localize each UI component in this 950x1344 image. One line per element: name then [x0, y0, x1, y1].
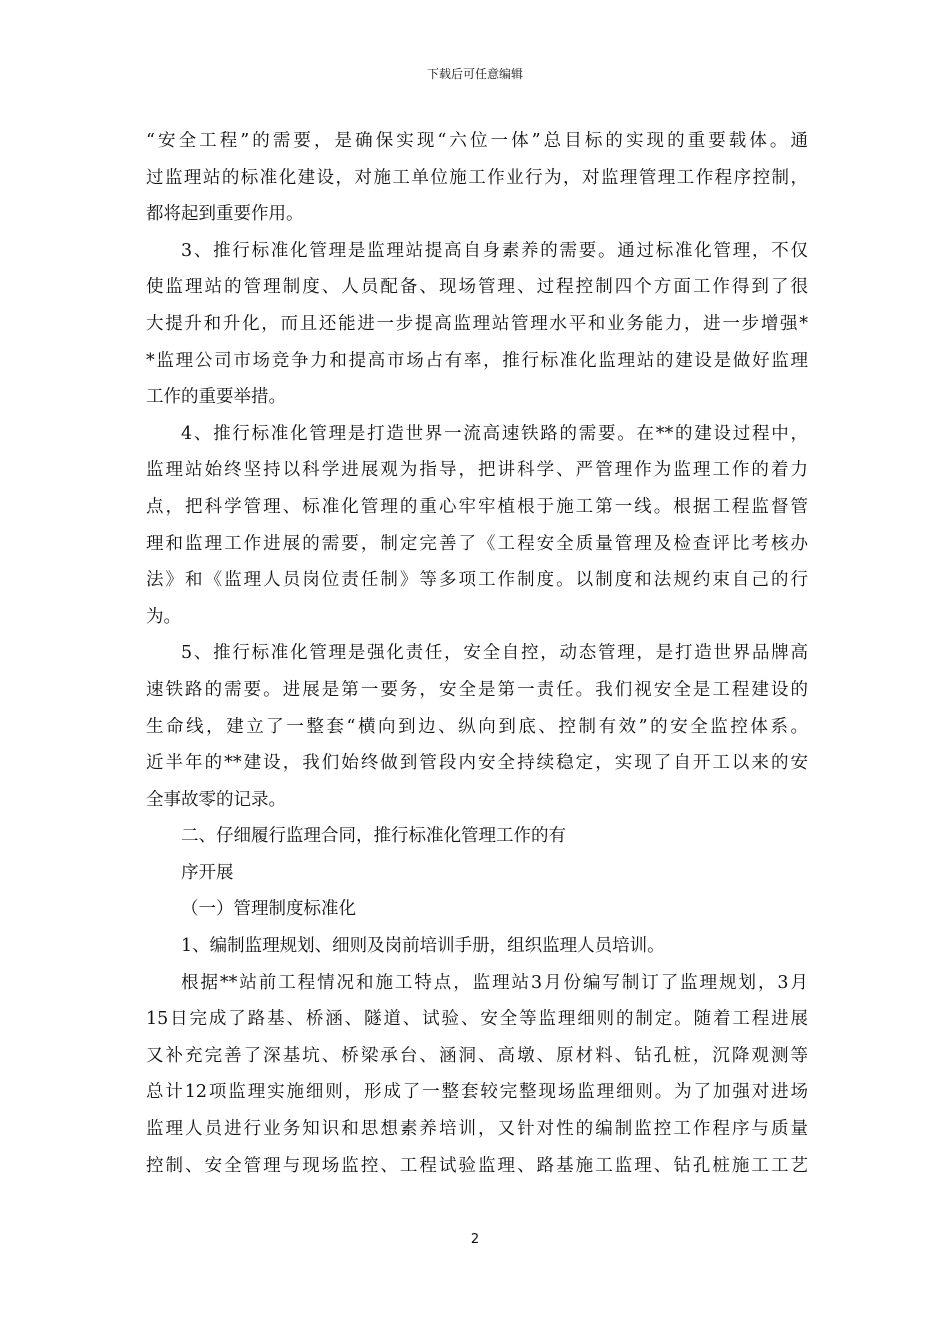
text-line: 又补充完善了深基坑、桥梁承台、涵洞、高墩、原材料、钻孔桩，沉降观测等	[146, 1045, 808, 1066]
text-line: 监理站始终坚持以科学进展观为指导，把讲科学、严管理作为监理工作的着力	[146, 460, 808, 481]
text-line: 全事故零的记录。	[146, 789, 286, 810]
text-line: 4、推行标准化管理是打造世界一流高速铁路的需要。在**的建设过程中，	[181, 423, 808, 444]
text-line: 序开展	[181, 862, 234, 883]
subsection-heading	[146, 891, 808, 928]
text-line: 为。	[146, 606, 181, 627]
text-line: 大提升和升化，而且还能进一步提高监理站管理水平和业务能力，进一步增强*	[146, 313, 808, 334]
page-header: 下载后可任意编辑	[426, 67, 523, 81]
text-line: *监理公司市场竞争力和提高市场占有率，推行标准化监理站的建设是做好监理	[146, 350, 808, 371]
text-line: 工作的重要举措。	[146, 387, 286, 408]
text-line: “安全工程”的需要，是确保实现“六位一体”总目标的实现的重要载体。通	[146, 131, 808, 151]
text-line: 15日完成了路基、桥涵、隧道、试验、安全等监理细则的制定。随着工程进展	[146, 1009, 808, 1030]
text-line: 生命线，建立了一整套“横向到边、纵向到底、控制有效”的安全监控体系。	[146, 716, 808, 737]
text-line: 二、仔细履行监理合同，推行标准化管理工作的有	[181, 826, 566, 847]
text-line: 近半年的**建设，我们始终做到管段内安全持续稳定，实现了自开工以来的安	[146, 753, 808, 774]
paragraph-4	[146, 416, 808, 636]
text-line: 监理人员进行业务知识和思想素养培训，又针对性的编制监控工作程序与质量	[146, 1119, 808, 1140]
text-line: 过监理站的标准化建设，对施工单位施工作业行为，对监理管理工作程序控制，	[146, 167, 808, 188]
text-line: 控制、安全管理与现场监控、工程试验监理、路基施工监理、钻孔桩施工工艺	[146, 1155, 808, 1176]
text-line: 理和监理工作进展的需要，制定完善了《工程安全质量管理及检查评比考核办	[146, 533, 808, 554]
text-line: 总计12项监理实施细则，形成了一整套较完整现场监理细则。为了加强对进场	[146, 1082, 808, 1103]
text-line: 速铁路的需要。进展是第一要务，安全是第一责任。我们视安全是工程建设的	[146, 679, 808, 700]
text-line: 都将起到重要作用。	[146, 204, 304, 225]
paragraph-1	[146, 123, 808, 233]
text-line: 5、推行标准化管理是强化责任，安全自控，动态管理，是打造世界品牌高	[181, 643, 808, 664]
text-line: （一）管理制度标准化	[181, 899, 356, 920]
text-line: 根据**站前工程情况和施工特点，监理站3月份编写制订了监理规划，3月	[181, 972, 808, 993]
paragraph-6	[146, 965, 808, 1185]
page-number: 2	[470, 1232, 480, 1247]
text-line: 法》和《监理人员岗位责任制》等多项工作制度。以制度和法规约束自己的行	[146, 570, 808, 591]
text-line: 1、编制监理规划、细则及岗前培训手册，组织监理人员培训。	[181, 936, 665, 957]
text-line: 使监理站的管理制度、人员配备、现场管理、过程控制四个方面工作得到了很	[146, 277, 808, 298]
text-line: 点，把科学管理、标准化管理的重心牢牢植根于施工第一线。根据工程监督管	[146, 496, 808, 517]
paragraph-3	[146, 233, 808, 416]
text-line: 3、推行标准化管理是监理站提高自身素养的需要。通过标准化管理，不仅	[181, 240, 808, 261]
item-heading	[146, 928, 808, 965]
section-heading	[146, 818, 808, 891]
document-body	[146, 123, 808, 1184]
paragraph-5	[146, 635, 808, 818]
